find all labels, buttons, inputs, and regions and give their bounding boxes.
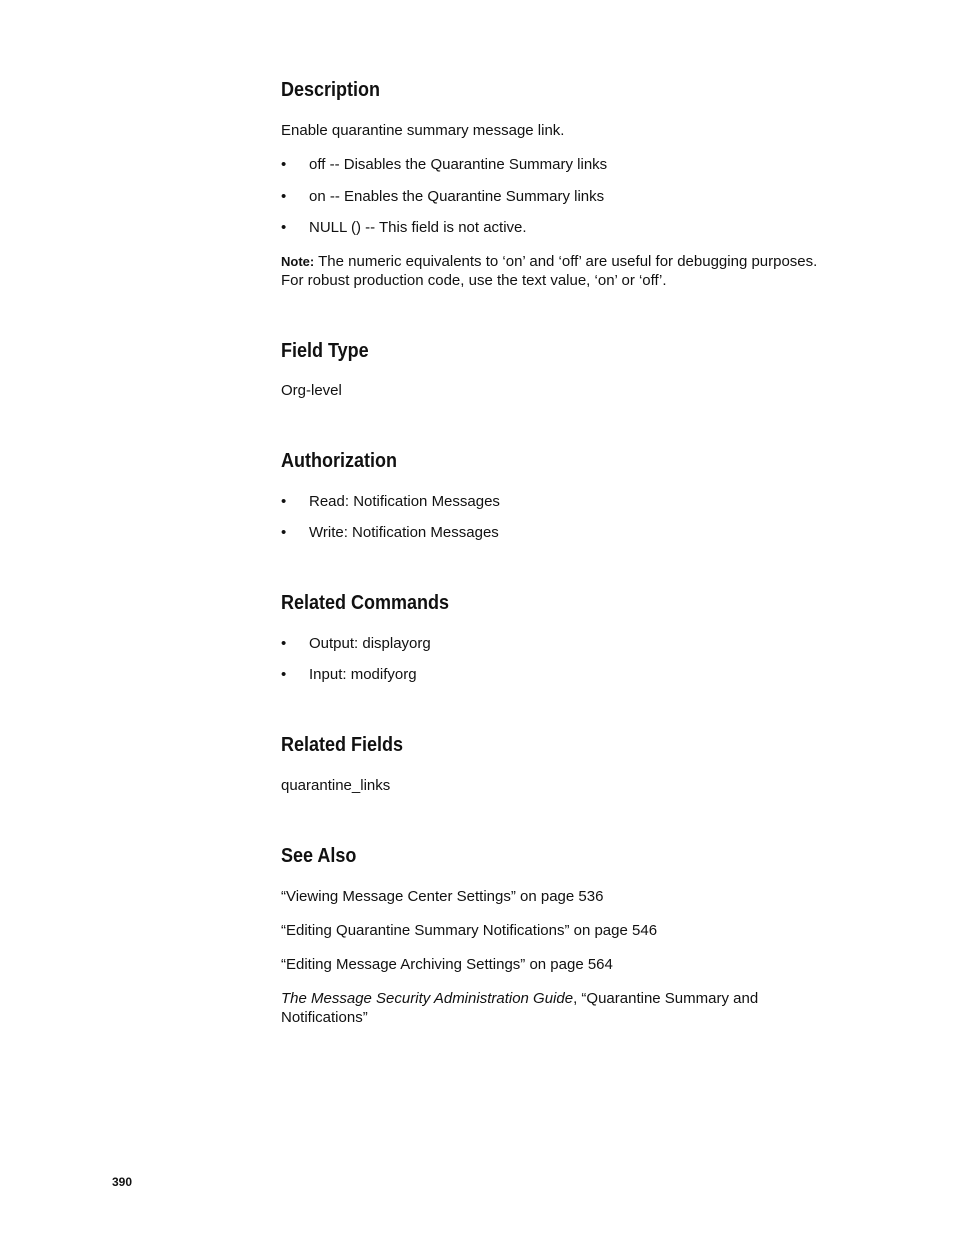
bullet-icon: • (281, 493, 287, 510)
note-line-2: For robust production code, use the text value, ‘on’ or ‘off’. (281, 272, 667, 289)
field-type-heading: Field Type (281, 340, 369, 362)
list-item-text: Input: modifyorg (309, 666, 417, 683)
see-also-guide-line-1 (281, 989, 758, 1008)
list-item-text: on -- Enables the Quarantine Summary links (309, 188, 605, 205)
note-label: Note: (281, 254, 315, 269)
bullet-icon: • (281, 524, 287, 541)
description-heading: Description (281, 79, 381, 101)
bullet-icon: • (281, 219, 287, 236)
related-fields-value: quarantine_links (281, 777, 391, 794)
related-commands-heading: Related Commands (281, 592, 450, 614)
list-item-text: off -- Disables the Quarantine Summary links (309, 156, 608, 173)
bullet-icon: • (281, 666, 287, 683)
page-number: 390 (112, 1175, 133, 1189)
guide-title: The Message Security Administration Guide (281, 990, 574, 1007)
see-also-guide-line-2: Notifications” (281, 1009, 368, 1026)
list-item-text: Output: displayorg (309, 635, 431, 652)
see-also-link[interactable]: “Editing Message Archiving Settings” on page 564 (281, 956, 613, 973)
guide-rest: , “Quarantine Summary and (573, 990, 759, 1007)
description-intro: Enable quarantine summary message link. (281, 122, 565, 139)
see-also-link[interactable]: “Viewing Message Center Settings” on page 536 (281, 888, 604, 905)
see-also-link[interactable]: “Editing Quarantine Summary Notifications” on page 546 (281, 922, 658, 939)
list-item-text: Read: Notification Messages (309, 493, 500, 510)
bullet-icon: • (281, 188, 287, 205)
bullet-icon: • (281, 156, 287, 173)
authorization-heading: Authorization (281, 450, 397, 472)
list-item-text: NULL () -- This field is not active. (309, 219, 527, 236)
note-line-1 (281, 252, 817, 271)
note-text: The numeric equivalents to ‘on’ and ‘off’ are useful for debugging purposes. (318, 253, 818, 270)
field-type-value: Org-level (281, 382, 342, 399)
bullet-icon: • (281, 635, 287, 652)
related-fields-heading: Related Fields (281, 734, 404, 756)
see-also-heading: See Also (281, 845, 357, 867)
list-item-text: Write: Notification Messages (309, 524, 499, 541)
